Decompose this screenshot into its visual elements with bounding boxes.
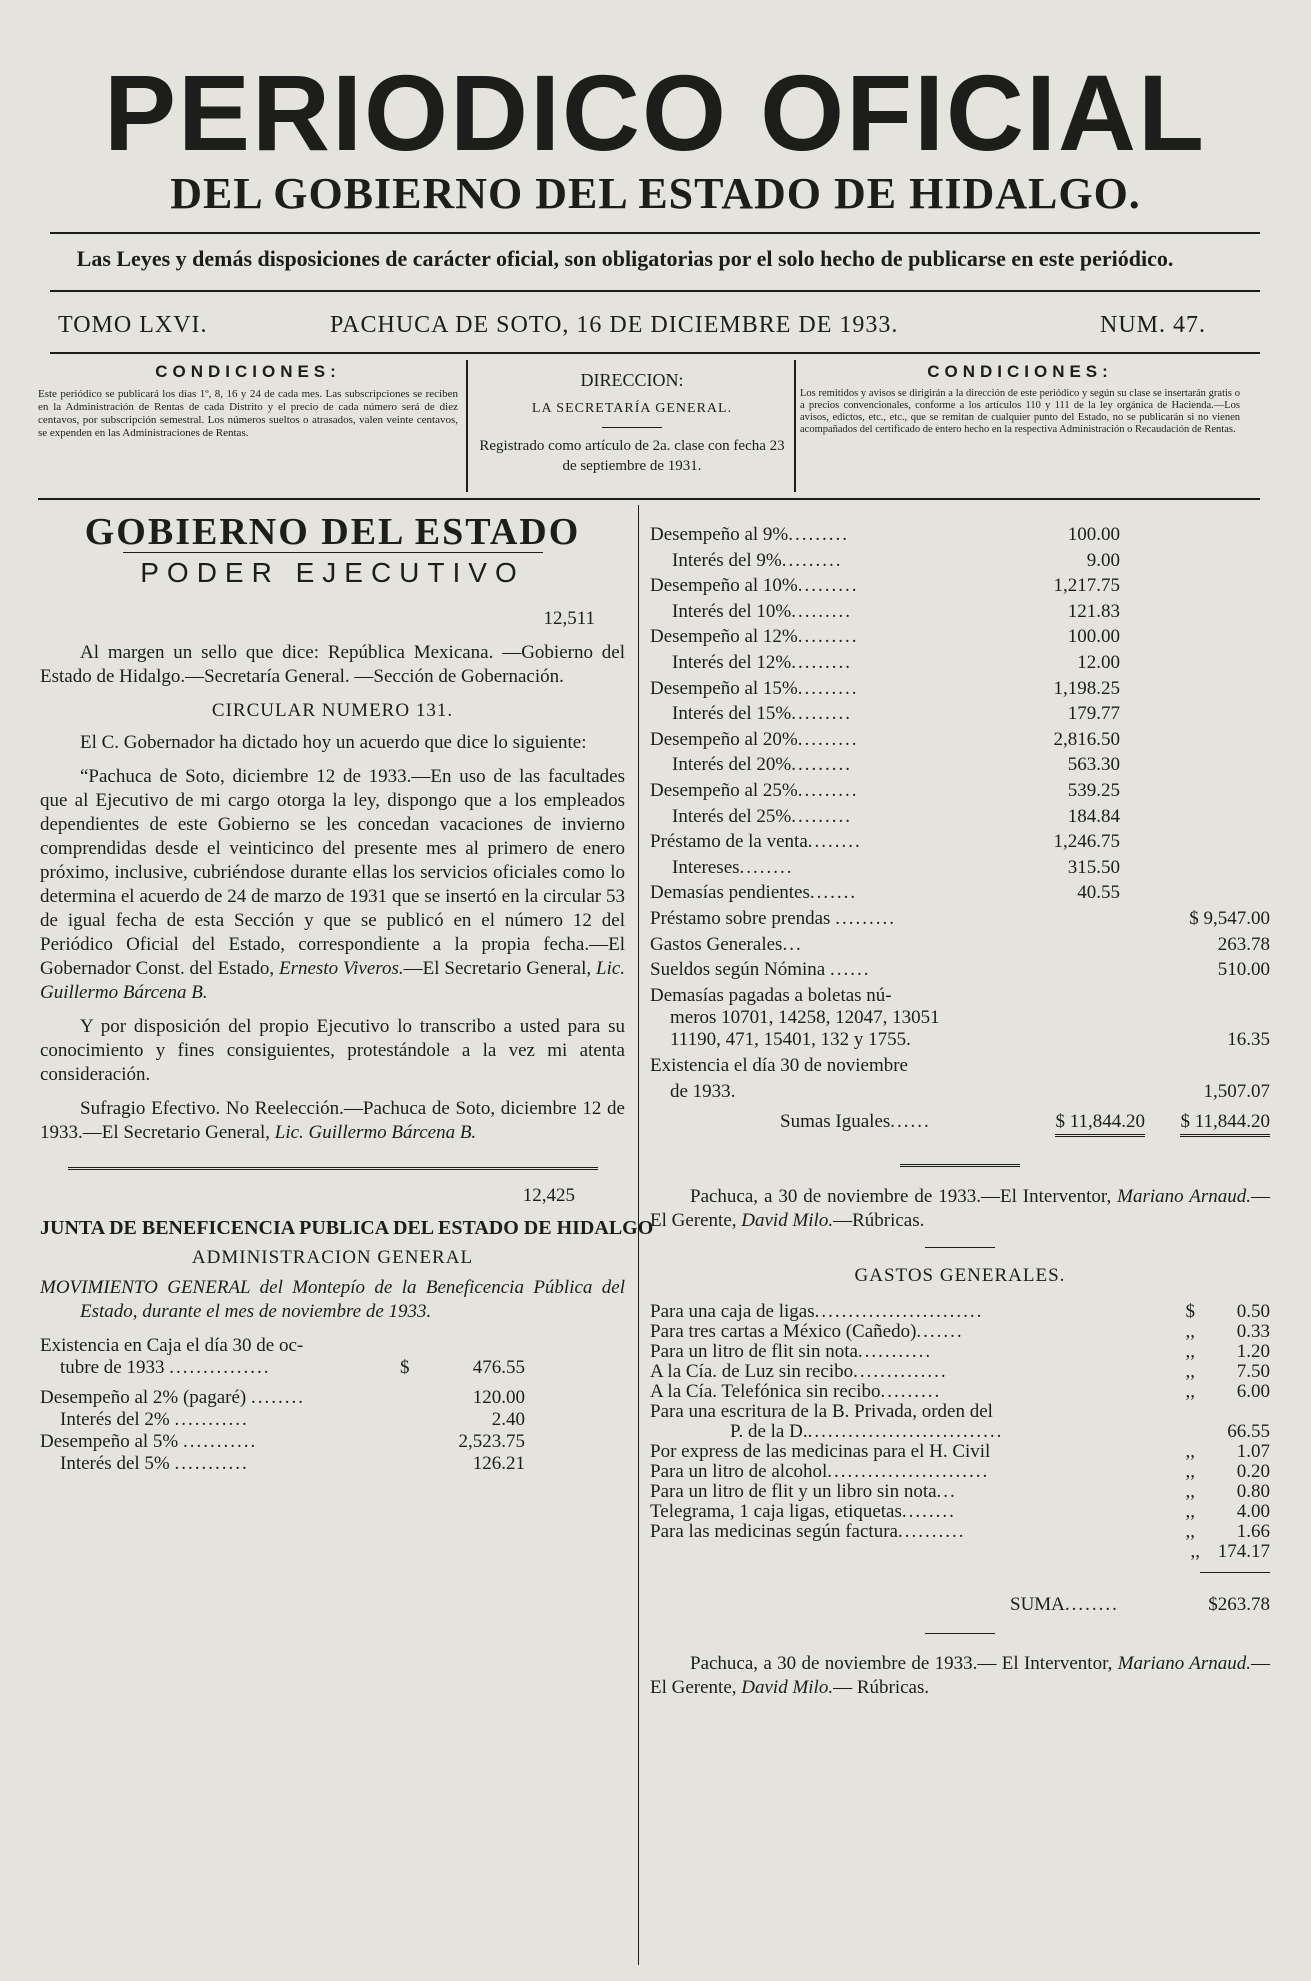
- conditions-left-heading: CONDICIONES:: [155, 362, 341, 381]
- decree-number-2: 12,425: [522, 1185, 575, 1206]
- conditions-left-text: Este periódico se publicará los días 1º, 8, 16 y 24 de cada mes. Las subscripciones se reciben en la Administración de Rentas de cada Distrito y el precio de cada número será de diez centavos, por subscripción semestral. Los números sueltos o atrasados, valen veinte centavos, se expenden en las Administraciones de Rentas.: [38, 388, 458, 439]
- ledger-row: Desempeño al 20%......... 2,816.50: [650, 728, 1120, 750]
- circular-intro: El C. Gobernador ha dictado hoy un acuerdo que dice lo siguiente:: [80, 732, 587, 753]
- ledger-row: Demasías pendientes....... 40.55: [650, 882, 1120, 904]
- direccion-box: [472, 370, 792, 476]
- gastos-row: Telegrama, 1 caja ligas, etiquetas........ ,, 4.00: [650, 1500, 1270, 1522]
- junta-heading: JUNTA DE BENEFICENCIA PUBLICA DEL ESTADO DE HIDALGO: [40, 1217, 654, 1239]
- gastos-row: ,, 174.17: [1190, 1540, 1270, 1562]
- circular-heading: CIRCULAR NUMERO 131.: [211, 700, 454, 721]
- ledger-row: Desempeño al 12%......... 100.00: [650, 626, 1120, 648]
- right-column: [650, 523, 1270, 1700]
- box-divider-2: [794, 360, 796, 492]
- gastos-list: Para una caja de ligas......................... $ 0.50 Para tres cartas a México (Cañedo)....... ,, 0.33 Para un litro de flit sin nota........... ,, 1.20 A la Cía. de Luz sin recibo.............. ,, 7.50 A la Cía. Telefónica sin recibo......... ,, 6.00 Para una escritura de la B. Privada, orden del P. de la D.............................. 66.55 Por express de las medicinas para el H. Civil ,, 1.07 Para un litro de alcohol........................ ,, 0.20 Para un litro de flit y un libro sin nota... ,, 0.80 Telegrama, 1 caja ligas, etiquetas........ ,, 4.00 Para las medicinas según factura.......... ,, 1.66 ,, 174.17: [650, 1300, 1270, 1562]
- direccion-heading: DIRECCION:: [580, 370, 684, 390]
- movimiento-title: MOVIMIENTO GENERAL del Montepío de la Beneficencia Pública del Estado, durante el mes de noviembre de 1933.: [40, 1277, 625, 1322]
- ledger-row: Desempeño al 15%......... 1,198.25: [650, 677, 1120, 699]
- issue-place-date: PACHUCA DE SOTO, 16 DE DICIEMBRE DE 1933.: [330, 312, 899, 338]
- ledger-row: Desempeño al 9%......... 100.00: [650, 524, 1120, 545]
- existencia-value: 476.55: [472, 1357, 525, 1378]
- ledger-row: Desempeño al 5% ........... 2,523.75: [40, 1431, 525, 1452]
- gastos-row: Para un litro de flit sin nota........... ,, 1.20: [650, 1340, 1270, 1362]
- gastos-row: P. de la D.............................. 66.55: [730, 1420, 1270, 1442]
- conditions-right: [800, 362, 1240, 436]
- circular-body: “Pachuca de Soto, diciembre 12 de 1933.—En uso de las facultades que al Ejecutivo de mi cargo otorga la ley, dispongo que a los empleados dependientes de este Gobierno se les concedan vacaciones de invierno comprendidas desde el veinticinco del presente mes al primero de enero próximo, inclusive, cubriéndose durante ellas los servicios oficiales como lo determina el acuerdo de 24 de marzo de 1931 que se insertó en la circular 53 de igual fecha de esta Sección y que se publicó en el número 12 del Periódico Oficial del Estado, correspondiente a la propia fecha.—El Gobernador Const. del Estado, Ernesto Viveros.—El Secretario General, Lic. Guillermo Bárcena B.: [40, 766, 626, 1003]
- gastos-row: Por express de las medicinas para el H. Civil ,, 1.07: [650, 1440, 1270, 1462]
- poder-ejecutivo-heading: PODER EJECUTIVO: [140, 557, 525, 588]
- gastos-heading: GASTOS GENERALES.: [854, 1264, 1066, 1286]
- direccion-text: Registrado como artículo de 2a. clase con fecha 23 de septiembre de 1931.: [479, 438, 785, 474]
- gobierno-heading: GOBIERNO DEL ESTADO: [84, 511, 581, 553]
- ledger-row: Interés del 2% ........... 2.40: [60, 1409, 525, 1430]
- suma-row: SUMA........ $263.78: [1010, 1593, 1270, 1615]
- gastos-row: Para tres cartas a México (Cañedo)....... ,, 0.33: [650, 1320, 1270, 1342]
- conditions-right-text: Los remitidos y avisos se dirigirán a la dirección de este periódico y según su clase se insertarán gratis o a precios convencionales, conforme a los artículos 110 y 111 de la ley orgánica de Hacienda.—Los avisos, edictos, etc., etc., que se remitan de cualquier punto del Estado, no se publicarán si no vienen acompañados del certificado de entero hecho en la respectiva Administración o Recaudación de Rentas.: [800, 388, 1240, 435]
- laws-notice: Las Leyes y demás disposiciones de carácter oficial, son obligatorias por el solo hecho de publicarse en este periódico.: [76, 246, 1174, 271]
- ledger-row: Desempeño al 25%......... 539.25: [650, 779, 1120, 801]
- box-divider-1: [466, 360, 468, 492]
- left-ledger: [40, 1334, 625, 1474]
- ledger-row: Interés del 10%......... 121.83: [672, 600, 1120, 622]
- ledger-row: Interés del 9%......... 9.00: [672, 549, 1120, 571]
- existencia-row: tubre de 1933 ............... $ 476.55: [60, 1357, 525, 1378]
- margin-seal-text: Al margen un sello que dice: República Mexicana. —Gobierno del Estado de Hidalgo.—Secretaría General. —Sección de Gobernación.: [40, 642, 625, 687]
- gastos-row: Para un litro de alcohol........................ ,, 0.20: [650, 1460, 1270, 1482]
- gastos-row: Para una caja de ligas......................... $ 0.50: [650, 1300, 1270, 1322]
- issue-divider: [50, 352, 1260, 354]
- gastos-row: A la Cía. de Luz sin recibo.............. ,, 7.50: [650, 1360, 1270, 1382]
- demasias-row: 11190, 471, 15401, 132 y 1755. 16.35: [670, 1028, 1270, 1050]
- gastos-closing: Pachuca, a 30 de noviembre de 1933.— El Interventor, Mariano Arnaud.—El Gerente, David Milo.— Rúbricas.: [650, 1652, 1270, 1698]
- decree-number-1: 12,511: [543, 608, 595, 629]
- ledger-row: Desempeño al 10%......... 1,217.75: [650, 575, 1120, 597]
- gastos-row: Para un litro de flit y un libro sin nota... ,, 0.80: [650, 1480, 1270, 1502]
- sumas-iguales-row: Sumas Iguales...... $ 11,844.20 $ 11,844.20: [650, 1110, 1270, 1138]
- issue-tomo: TOMO LXVI.: [58, 312, 208, 338]
- direccion-sub: LA SECRETARÍA GENERAL.: [531, 401, 733, 416]
- left-column: [40, 511, 654, 1474]
- right-ledger: Desempeño al 9%......... 100.00 Interés del 9%......... 9.00 Desempeño al 10%......... 1,217.75 Interés del 10%......... 121.83 Desempeño al 12%......... 100.00 Interés del 12%......... 12.00 Desempeño al 15%......... 1,198.25 Interés del 15%......... 179.77 Desempeño al 20%......... 2,816.50 Interés del 20%......... 563.30 Desempeño al 25%......... 539.25 Interés del 25%......... 184.84 Préstamo de la venta........ 1,246.75 Intereses........ 315.50 Demasías pendientes....... 40.55 Préstamo sobre prendas ......... $ 9,547.00 Gastos Generales... 263.78 Sueldos según Nómina ...... 510.00 Demasías pagadas a boletas nú- meros 10701, 14258, 12047, 13051 11190, 471, 15401, 132 y 1755. 16.35 Existencia el día 30 de noviembre de 1933. 1,507.07 Sumas Iguales...... $ 11,844.20 $ 11,844.20: [650, 523, 1270, 1138]
- top-divider: [50, 232, 1260, 234]
- existencia-nov-row: de 1933. 1,507.07: [670, 1080, 1270, 1102]
- ledger-row: Préstamo sobre prendas ......... $ 9,547.00: [650, 907, 1270, 929]
- ledger-row: Interés del 15%......... 179.77: [672, 703, 1120, 725]
- ledger-row: Interés del 12%......... 12.00: [672, 651, 1120, 673]
- circular-closing: Sufragio Efectivo. No Reelección.—Pachuca de Soto, diciembre 12 de 1933.—El Secretario General, Lic. Guillermo Bárcena B.: [40, 1098, 625, 1143]
- administracion-heading: ADMINISTRACION GENERAL: [191, 1247, 474, 1268]
- circular-transcription: Y por disposición del propio Ejecutivo lo transcribo a usted para su conocimiento y fines consiguientes, protestándole a la vez mi atenta consideración.: [40, 1016, 625, 1085]
- gastos-row: A la Cía. Telefónica sin recibo......... ,, 6.00: [650, 1380, 1270, 1402]
- conditions-right-heading: CONDICIONES:: [927, 362, 1113, 381]
- ledger-row: Interés del 20%......... 563.30: [672, 754, 1120, 776]
- ledger-row: Intereses........ 315.50: [672, 856, 1120, 878]
- montepio-closing: Pachuca, a 30 de noviembre de 1933.—El Interventor, Mariano Arnaud.—El Gerente, David Milo.—Rúbricas.: [650, 1185, 1270, 1231]
- notice-divider: [50, 290, 1260, 292]
- ledger-row: Préstamo de la venta........ 1,246.75: [650, 831, 1120, 853]
- ledger-row: Interés del 25%......... 184.84: [672, 805, 1120, 827]
- conditions-left: [38, 362, 458, 440]
- ledger-row: Sueldos según Nómina ...... 510.00: [650, 959, 1270, 981]
- issue-number: NUM. 47.: [1100, 312, 1207, 338]
- gastos-row: Para las medicinas según factura.......... ,, 1.66: [650, 1520, 1270, 1542]
- ledger-row: Interés del 5% ........... 126.21: [60, 1453, 525, 1474]
- boxes-divider: [38, 498, 1260, 500]
- masthead-subtitle: DEL GOBIERNO DEL ESTADO DE HIDALGO.: [170, 169, 1141, 218]
- ledger-row: Gastos Generales... 263.78: [650, 933, 1270, 955]
- ledger-row: Desempeño al 2% (pagaré) ........ 120.00: [40, 1387, 525, 1408]
- existencia-label-1: Existencia en Caja el día 30 de oc-: [40, 1335, 304, 1356]
- masthead-title: PERIODICO OFICIAL: [103, 52, 1207, 173]
